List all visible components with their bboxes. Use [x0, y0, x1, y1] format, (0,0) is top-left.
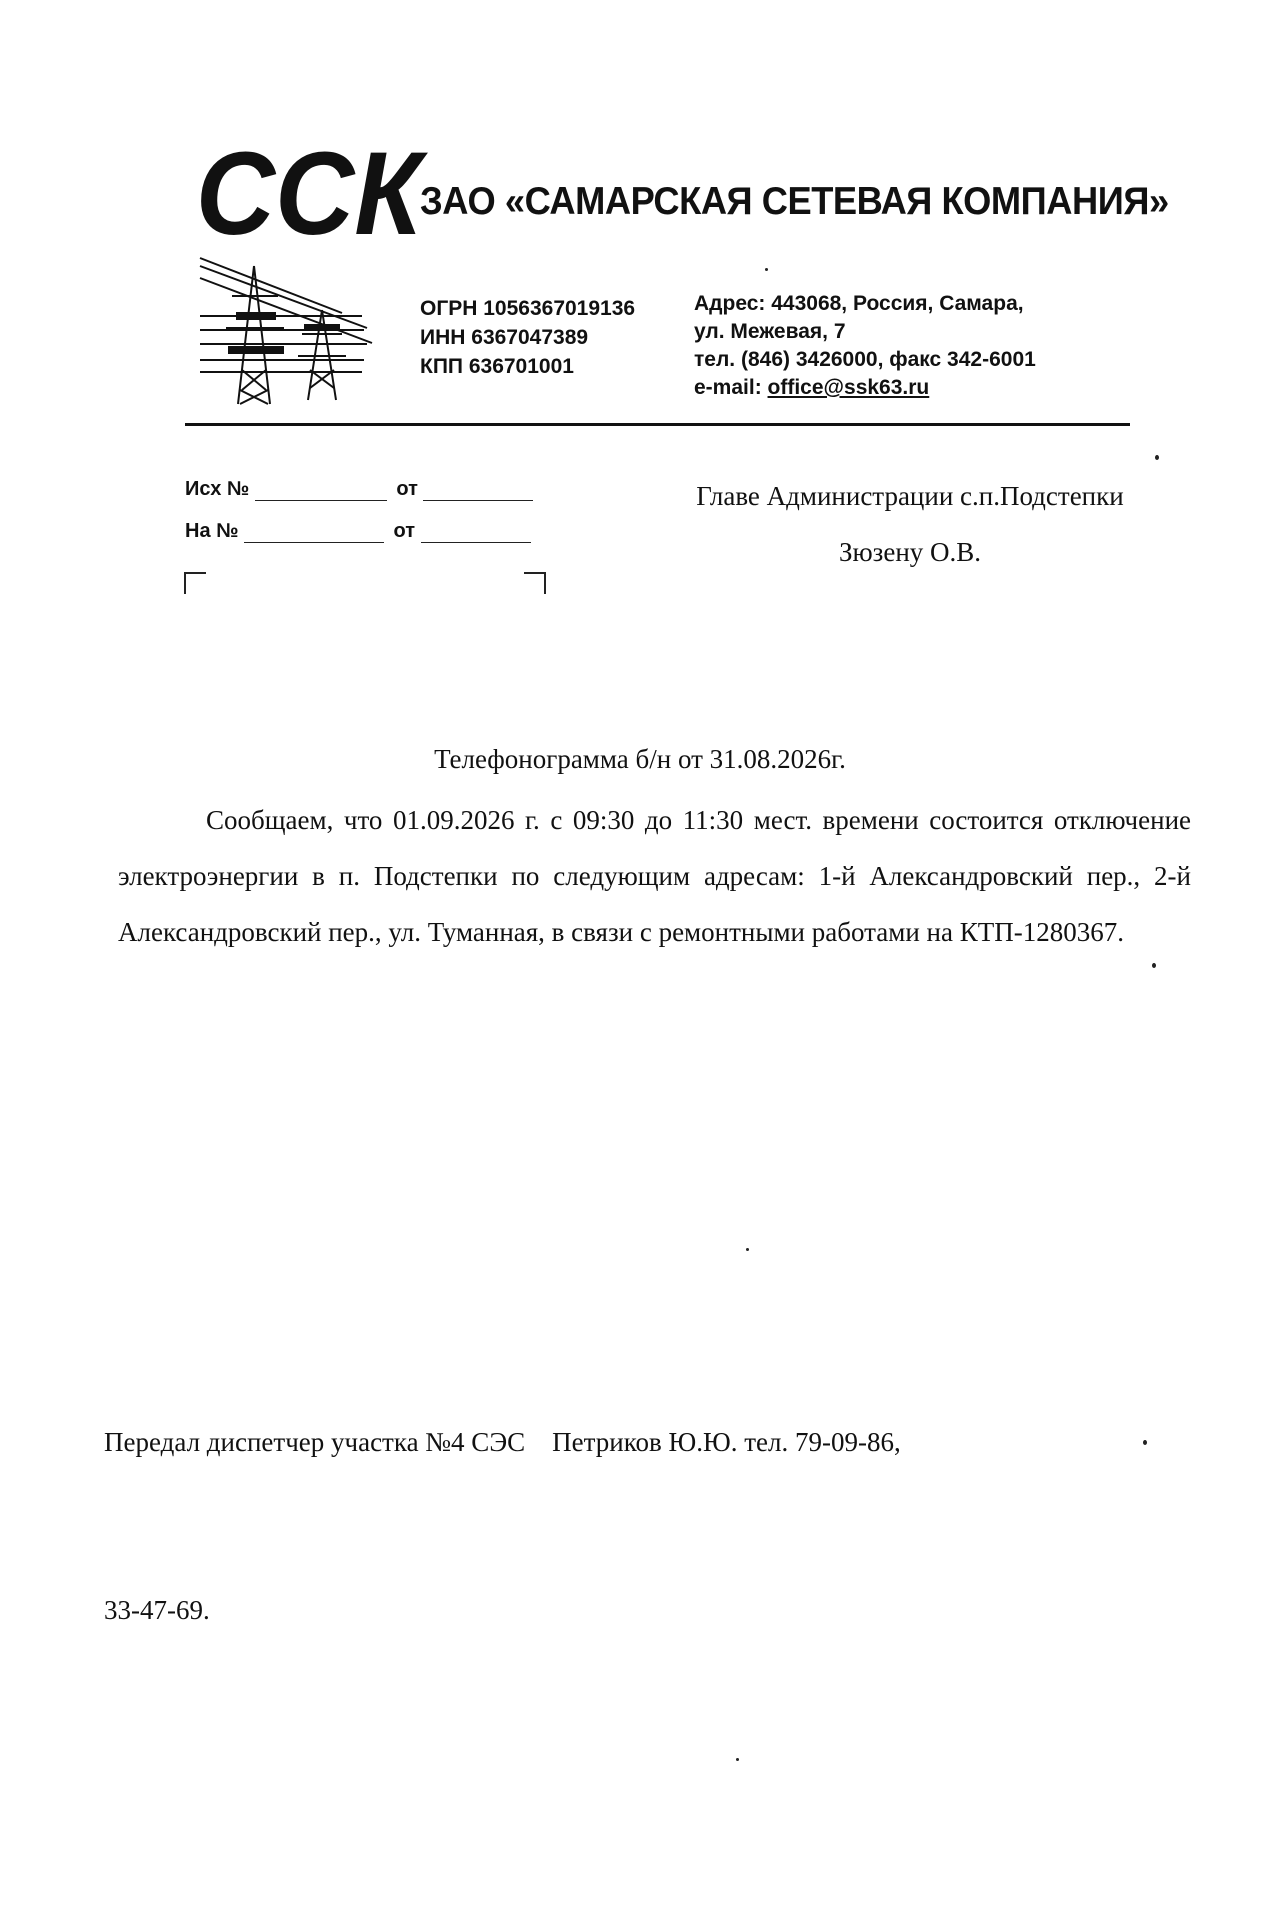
address-line-2: ул. Межевая, 7	[694, 320, 846, 343]
ogrn: ОГРН 1056367019136	[420, 297, 636, 320]
registration-block	[420, 294, 635, 381]
incoming-date-blank	[421, 524, 531, 543]
outgoing-date-label: от	[396, 478, 418, 500]
sender-line-1: Передал диспетчер участка №4 СЭС Петриков Ю.Ю. тел. 79-09-86,	[104, 1427, 901, 1457]
outgoing-ref-label: Исх №	[185, 478, 250, 500]
address-line-1: Адрес: 443068, Россия, Самара,	[694, 292, 1024, 315]
email-label: e-mail:	[694, 376, 762, 399]
scan-speck	[746, 1248, 749, 1251]
recipient-block	[650, 468, 1170, 580]
recipient-line-1: Главе Администрации с.п.Подстепки	[696, 481, 1124, 511]
svg-text:ССК: ССК	[195, 128, 422, 260]
scan-speck	[1152, 963, 1156, 968]
outgoing-ref	[185, 478, 533, 501]
address-block	[694, 290, 1036, 402]
document-title: Телефонограмма б/н от 31.08.2026г.	[434, 744, 846, 774]
incoming-ref-label: На №	[185, 520, 239, 542]
incoming-number-blank	[244, 524, 384, 543]
scan-speck	[765, 268, 768, 271]
corner-mark-right	[524, 572, 546, 594]
outgoing-number-blank	[255, 482, 387, 501]
company-logo	[192, 128, 422, 410]
corner-mark-left	[184, 572, 206, 594]
kpp: КПП 636701001	[420, 355, 574, 378]
phone-line: тел. (846) 3426000, факс 342-6001	[694, 348, 1036, 371]
email-line	[694, 374, 1036, 402]
company-name: ЗАО «САМАРСКАЯ СЕТЕВАЯ КОМПАНИЯ»	[420, 180, 1169, 223]
outgoing-date-blank	[423, 482, 533, 501]
scan-speck	[736, 1758, 739, 1761]
recipient-line-2: Зюзену О.В.	[838, 537, 982, 567]
document-body: Сообщаем, что 01.09.2026 г. с 09:30 до 11:30 мест. времени состоится отключение электроэнергии в п. Подстепки по следующим адресам: 1-й Александровский пер., 2-й Александровский пер., ул. Туманная, в связи с ремонтными работами на КТП-1280367.	[118, 805, 1191, 947]
scan-speck	[1155, 455, 1159, 460]
email-link[interactable]: office@ssk63.ru	[767, 376, 930, 399]
incoming-ref	[185, 520, 531, 543]
sender-line-2: 33-47-69.	[104, 1595, 210, 1625]
letterhead-divider	[185, 423, 1130, 426]
inn: ИНН 6367047389	[420, 326, 589, 349]
sender-block	[104, 1302, 901, 1694]
incoming-date-label: от	[393, 520, 416, 542]
scan-speck	[1143, 1440, 1147, 1445]
